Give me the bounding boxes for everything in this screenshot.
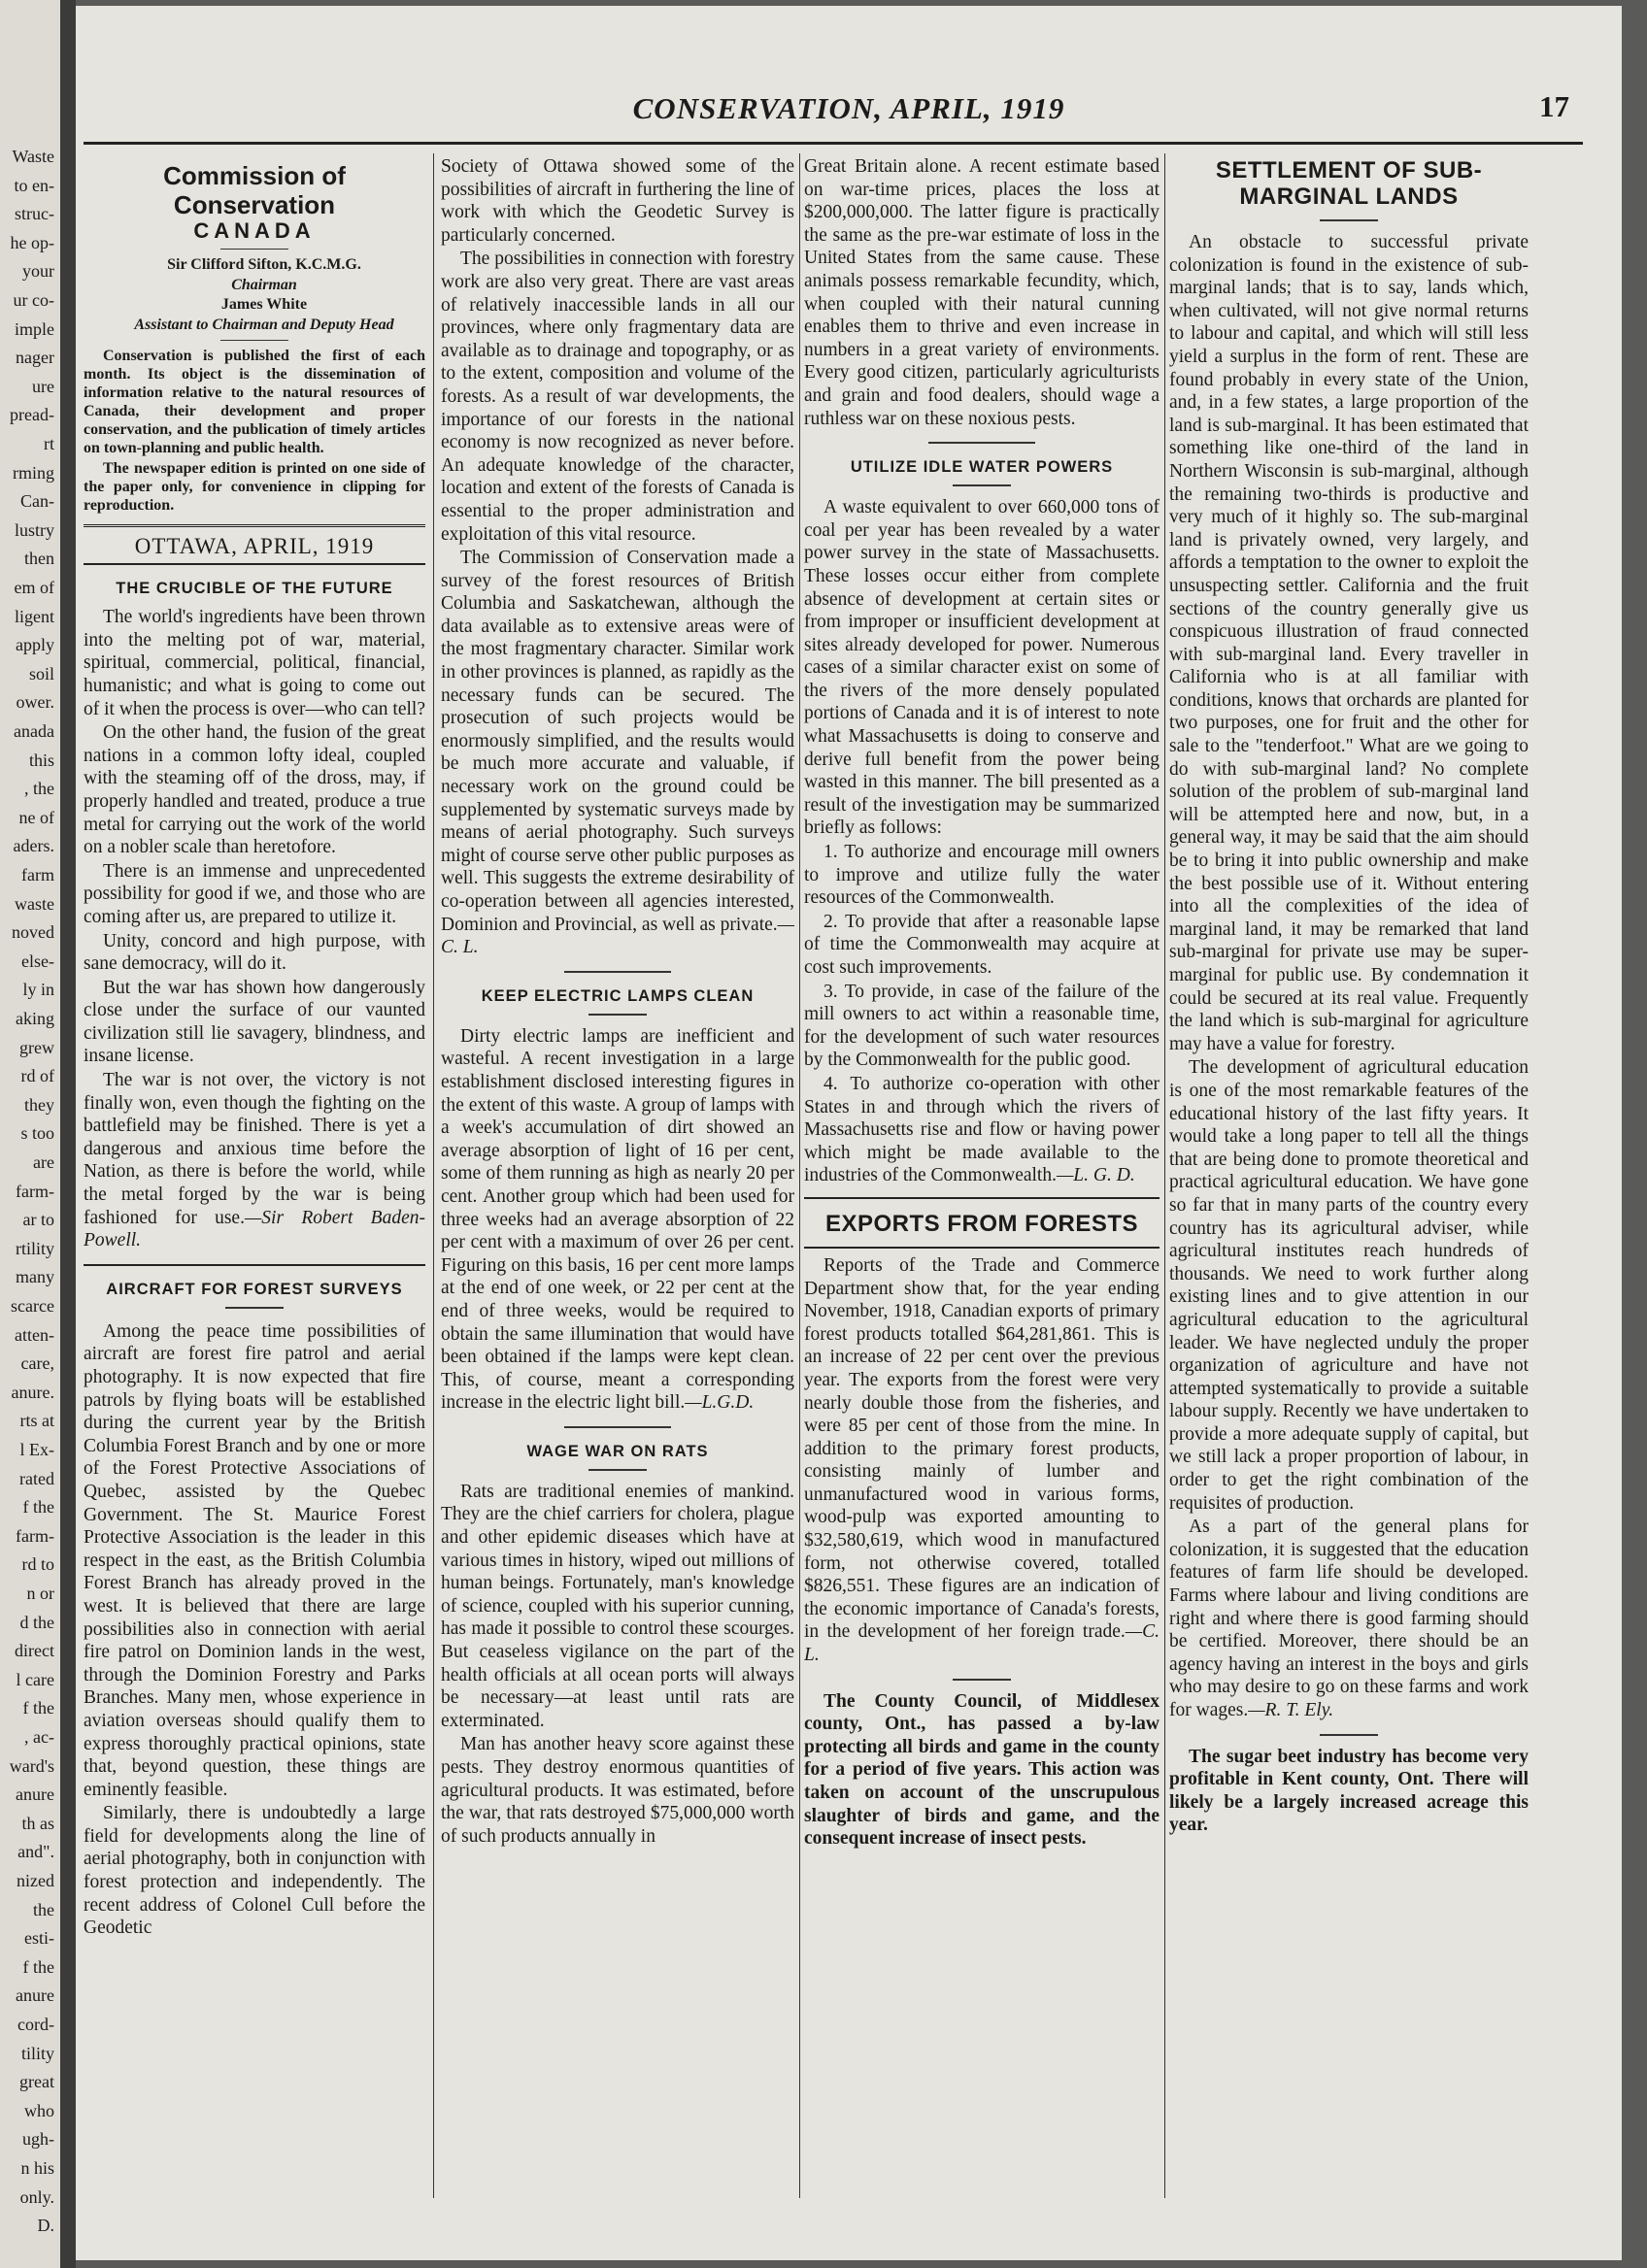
edge-fragment: f the xyxy=(22,1497,54,1518)
edge-fragment: esti- xyxy=(24,1928,54,1949)
paragraph xyxy=(84,1069,425,1252)
assistant-title: Assistant to Chairman and Deputy Head xyxy=(134,316,394,333)
edge-fragment: ower. xyxy=(16,692,54,713)
list-item: 1. To authorize and encourage mill owners to improve and utilize fully the water resources of the Commonwealth. xyxy=(804,842,1160,909)
edge-fragment: apply xyxy=(16,635,54,655)
edge-fragment: em of xyxy=(14,578,54,597)
edge-fragment: soil xyxy=(28,663,54,684)
edge-fragment: rd to xyxy=(21,1554,54,1575)
edge-fragment: anure. xyxy=(11,1382,54,1402)
short-rule xyxy=(220,340,288,341)
edge-fragment: and". xyxy=(17,1842,54,1862)
adjacent-page-edge xyxy=(0,0,60,2268)
edge-fragment: s too xyxy=(20,1123,54,1144)
edge-fragment: Waste xyxy=(12,147,54,166)
list-item: 2. To provide that after a reasonable lapse of time the Commonwealth may acquire at cost such improvements. xyxy=(804,911,1160,978)
edge-fragment: , the xyxy=(24,779,54,799)
paragraph xyxy=(441,547,794,959)
paragraph xyxy=(804,1254,1160,1667)
paragraph xyxy=(1169,1516,1529,1721)
newspaper-page xyxy=(76,6,1622,2260)
edge-fragment: d the xyxy=(19,1612,54,1632)
edge-fragment: Can- xyxy=(20,491,54,512)
chairman-title: Chairman xyxy=(231,276,297,293)
edge-fragment: ure xyxy=(32,376,54,396)
paragraph: There is an immense and unprecedented possibility for good if we, and those who are coming after us, are prepared to utilize it. xyxy=(84,860,425,927)
edge-fragment: th as xyxy=(21,1813,54,1833)
edge-fragment: great xyxy=(19,2072,54,2092)
edge-fragment: they xyxy=(24,1094,54,1115)
edge-fragment: your xyxy=(22,261,54,282)
column-rule xyxy=(799,153,800,2198)
edge-fragment: scarce xyxy=(11,1296,54,1316)
edge-fragment: struc- xyxy=(15,204,54,224)
heading-settlement: SETTLEMENT OF SUB-MARGINAL LANDS xyxy=(1215,157,1483,210)
book-gutter xyxy=(60,0,76,2268)
paragraph: Unity, concord and high purpose, with sane democracy, will do it. xyxy=(84,930,425,975)
short-rule xyxy=(953,484,1011,486)
paragraph-continued: Society of Ottawa showed some of the possibilities of aircraft in furthering the line of work with which the Geodetic Survey is particularly concerned. xyxy=(441,156,794,246)
heading-crucible: THE CRUCIBLE OF THE FUTURE xyxy=(116,580,393,598)
edge-fragment: anure xyxy=(16,1784,54,1805)
short-rule xyxy=(225,1307,284,1309)
edge-fragment: f the xyxy=(22,1698,54,1718)
dateline: OTTAWA, APRIL, 1919 xyxy=(134,533,375,558)
edge-fragment: the xyxy=(33,1899,54,1919)
edge-fragment: , ac- xyxy=(24,1727,54,1747)
paragraph-text: 4. To authorize co-operation with other States in and through which the rivers of Massachusetts rise and flow or having power which might be made available to the industries of the Commonwealth. xyxy=(804,1073,1160,1186)
edge-fragment: n his xyxy=(20,2158,54,2178)
edge-fragment: rated xyxy=(19,1468,54,1488)
edge-fragment: cord- xyxy=(17,2015,54,2034)
edge-fragment: care, xyxy=(20,1353,54,1374)
paragraph xyxy=(441,1025,794,1415)
edge-fragment: many xyxy=(16,1267,54,1287)
column-rule xyxy=(1164,153,1165,2198)
rule xyxy=(84,1264,425,1266)
paragraph-text: Dirty electric lamps are inefficient and wasteful. A recent investigation in a large establishment disclosed interesting figures in the extent of this waste. A group of lamps with a week's accumulation of dirt showed an average absorption of light of 16 per cent, some of them running as high as nearly 20 per cent. Another group which had been used for three weeks had an average absorption of 22 per cent with a maximum of over 26 per cent. Figuring on this basis, 16 per cent more lamps at the end of one week, or 22 per cent at the end of three weeks, would be required to obtain the same illumination that would have been obtained if the lamps were kept clean. This, of course, meant a corresponding increase in the electric light bill. xyxy=(441,1025,794,1414)
edge-fragment: n or xyxy=(26,1584,54,1603)
edge-fragment: farm xyxy=(21,865,54,884)
rule xyxy=(84,563,425,565)
signature: —C. L. xyxy=(804,1621,1160,1666)
page-number: 17 xyxy=(1539,89,1569,123)
heading-lamps: KEEP ELECTRIC LAMPS CLEAN xyxy=(481,986,755,1005)
edge-fragment: noved xyxy=(12,922,54,943)
short-rule xyxy=(220,249,288,250)
heading-water-powers: UTILIZE IDLE WATER POWERS xyxy=(850,458,1114,477)
paragraph: The County Council, of Middlesex county, Ont., has passed a by-law protecting all birds and game in the county for a period of five years. This action was taken on account of the unscrupulous slaughter of birds and game, and the consequent increase of insect pests. xyxy=(804,1690,1160,1850)
heading-aircraft: AIRCRAFT FOR FOREST SURVEYS xyxy=(106,1280,403,1298)
running-title: CONSERVATION, APRIL, 1919 xyxy=(632,91,1065,125)
publication-note: Conservation is published the first of each month. Its object is the dissemination of information relative to the natural resources of Canada, their development and proper conservation, and the publication of timely articles on town-planning and public health. xyxy=(84,347,425,456)
paragraph: An obstacle to successful private colonization is found in the existence of sub-marginal lands; that is to say, lands which, when cultivated, will not give normal returns to labour and capital, and which will still less yield a surplus in the form of rent. These are found probably in every state of the Union, and, in a few states, a large proportion of the land is sub-marginal. It has been estimated that something like one-third of the land in Northern Wisconsin is sub-marginal, although the remaining two-thirds is productive and very much of it highly so. The sub-marginal land is privately owned, very largely, and affords a temptation to the owner to exploit the unsuspecting settler. California and the fruit sections of the country generally give us conspicuous illustration of fraud connected with sub-marginal land. Every traveller in California who is at all familiar with conditions, knows that orchards are planted for two purposes, one for fruit and the other for sale to the "tenderfoot." What are we going to do with sub-marginal land? No complete solution of the problem of sub-marginal land will be attempted here and now, but, in a general way, it may be said that the aim should be to bring it into public ownership and make the best possible use of it. Without entering into all the complexities of the idea of marginal land, it may be remarked that land sub-marginal for private use may be super-marginal for public use. By condemnation it could be secured at its real value. Frequently the land which is sub-marginal for agriculture may have a value for forestry. xyxy=(1169,232,1529,1054)
signature: —L. G. D. xyxy=(1056,1165,1135,1186)
edge-fragment: nager xyxy=(16,348,54,368)
column-4 xyxy=(1169,155,1529,2194)
section-rule xyxy=(928,442,1035,444)
edge-fragment: lustry xyxy=(14,519,54,540)
edge-fragment: only. xyxy=(19,2186,54,2207)
paragraph: The development of agricultural education is one of the most remarkable features of the educational history of the last fifty years. It would take a long paper to tell all the things that are being done to promote theoretical and practical agricultural education. We have gone so far that in many parts of the country every country has its agricultural adviser, while agricultural institutes reach hundreds of thousands. We need to work further along existing lines and to give attention in our agricultural education to the agricultural leader. We have neglected unduly the proper organization of agriculture and have not attempted systematically to provide a suitable labour supply. Recently we have undertaken to provide a more adequate supply of capital, but we still lack a proper proportion of labour, in order to get the right combination of the requisites of production. xyxy=(1169,1057,1529,1514)
paragraph: The world's ingredients have been thrown into the melting pot of war, material, spiritual, commercial, political, financial, humanistic; and what is going to come out of it when the process is over—who can tell? xyxy=(84,607,425,719)
edge-fragment: l care xyxy=(16,1669,54,1689)
edge-fragment: ugh- xyxy=(22,2129,54,2150)
edge-fragment: ar to xyxy=(22,1210,54,1230)
edge-fragment: ne of xyxy=(18,807,54,827)
column-rule xyxy=(433,153,434,2198)
edge-fragment: direct xyxy=(15,1641,54,1661)
short-rule xyxy=(1320,1734,1378,1736)
paragraph-continued: Great Britain alone. A recent estimate based on war-time prices, places the loss at $200,000,000. The latter figure is practically the same as the pre-war estimate of loss in the United States from the same cause. These animals possess remarkable fecundity, which, when coupled with their natural cunning enables them to thrive and even increase in numbers in a great variety of environments. Every good citizen, particularly agriculturists and grain and food dealers, should wage a ruthless war on these noxious pests. xyxy=(804,156,1160,429)
column-2 xyxy=(441,155,794,2194)
paragraph-text: Reports of the Trade and Commerce Department show that, for the year ending November, 1918, Canadian exports of primary forest products totalled $64,281,861. This is an increase of 22 per cent over the previous year. The exports from the forest were very nearly double those from the fisheries, and were 85 per cent of those from the mine. In addition to the primary forest products, consisting mainly of lumber and unmanufactured wood in various forms, wood-pulp was exported amounting to $32,580,619, which wood in manufactured form, not otherwise covered, totalled $826,551. These figures are an indication of the economic importance of Canada's forests, in the development of her foreign trade. xyxy=(804,1254,1160,1643)
section-rule xyxy=(564,971,671,973)
edge-fragment: rt xyxy=(44,434,54,453)
edge-fragment: else- xyxy=(21,951,54,971)
paragraph: The possibilities in connection with forestry work are also very great. There are vast areas of relatively inaccessible lands in all our provinces, where only fragmentary data are available as to drainage and topography, or as to the extent, composition and volume of the forests. As a result of war developments, the importance of our forests in the national economy is now recognized as never before. An adequate knowledge of the character, location and extent of the forests of Canada is essential to the proper administration and exploitation of this vital resource. xyxy=(441,249,794,545)
short-rule xyxy=(1320,219,1378,221)
edge-fragment: aders. xyxy=(13,836,54,856)
paragraph: A waste equivalent to over 660,000 tons of coal per year has been revealed by a water power survey in the state of Massachusetts. These losses occur either from complete absence of development at certain sites or from improper or insufficient development at sites already developed for power. Numerous cases of a similar character exist on some of the rivers of the more densely populated portions of Canada and it is of interest to note what Massachusetts is doing to conserve and derive full benefit from the power being wasted in this manner. The bill presented as a result of the investigation may be summarized briefly as follows: xyxy=(804,497,1160,839)
edge-fragment: l Ex- xyxy=(19,1440,54,1459)
masthead-subtitle: CANADA xyxy=(193,218,316,243)
column-1 xyxy=(84,155,425,2194)
edge-fragment: pread- xyxy=(10,405,54,425)
paragraph: Man has another heavy score against these pests. They destroy enormous quantities of agricultural products. It was estimated, before the war, that rats destroyed $75,000,000 worth of such products annually in xyxy=(441,1734,794,1847)
paragraph-text: The war is not over, the victory is not finally won, even though the fighting on the battlefield may be finished. There is yet a dangerous and anxious time before the Nation, as there is before the world, while the metal forged by the war is being fashioned for use. xyxy=(84,1070,425,1228)
signature: —Sir Robert Baden-Powell. xyxy=(84,1207,425,1251)
edge-fragment: ly in xyxy=(22,980,54,1000)
edge-fragment: anada xyxy=(14,721,54,741)
signature: —R. T. Ely. xyxy=(1248,1700,1334,1720)
edge-fragment: rd of xyxy=(20,1066,54,1086)
column-3 xyxy=(804,155,1160,2194)
paragraph: Among the peace time possibilities of aircraft are forest fire patrol and aerial photography. It is now expected that fire patrols by flying boats will be established during the current year by the British Columbia Forest Branch and by one or more of the Forest Protective Associations of Quebec, assisted by the Quebec Government. The St. Maurice Forest Protective Association is the leader in this respect in the east, as the British Columbia Forest Branch has already proved in the west. It is believed that there are large possibilities also in connection with aerial fire patrol on Dominion lands in the west, through the Dominion Forestry and Parks Branches. Many men, whose experience in aviation overseas should qualify them to express thoroughly practical opinions, state that, beyond question, these things are eminently feasible. xyxy=(84,1320,425,1800)
edge-fragment: rtility xyxy=(16,1238,54,1258)
edge-fragment: then xyxy=(24,549,54,569)
edge-fragment: tility xyxy=(20,2043,54,2063)
short-rule xyxy=(953,1679,1011,1681)
edge-fragment: this xyxy=(28,750,54,770)
edge-fragment: rts at xyxy=(19,1411,54,1431)
edge-fragment: farm- xyxy=(16,1525,54,1546)
edge-fragment: grew xyxy=(19,1037,54,1057)
masthead-title: Commission of Conservation xyxy=(163,161,346,219)
edge-fragment: imple xyxy=(15,318,54,339)
rule xyxy=(804,1197,1160,1199)
signature: —L.G.D. xyxy=(685,1392,755,1414)
list-item xyxy=(804,1073,1160,1187)
edge-fragment: D. xyxy=(37,2216,54,2236)
newspaper-edition-note: The newspaper edition is printed on one side of the paper only, for convenience in clipping for reproduction. xyxy=(84,459,425,514)
chairman-name: Sir Clifford Sifton, K.C.M.G. xyxy=(167,255,361,273)
assistant-name: James White xyxy=(220,295,308,313)
rule xyxy=(804,1247,1160,1249)
short-rule xyxy=(588,1014,647,1016)
paragraph: But the war has shown how dangerously close under the surface of our vaunted civilization still lie savagery, blindness, and insane license. xyxy=(84,977,425,1067)
edge-fragment: ur co- xyxy=(13,290,54,310)
paragraph-text: As a part of the general plans for colonization, it is suggested that the education features of farm life should be developed. Farms where labour and living conditions are right and where there is good farming should be certified. Moreover, there should be an agency having an interest in the boys and girls who may desire to go on these farms and work for wages. xyxy=(1169,1517,1529,1720)
paragraph: Rats are traditional enemies of mankind. They are the chief carriers for cholera, plague and other epidemic diseases which have at various times in history, wiped out millions of human beings. Fortunately, man's knowledge of science, coupled with his superior cunning, has made it possible to control these scourges. But ceaseless vigilance on the part of the health officials at all ocean ports will always be necessary—at least until rats are exterminated. xyxy=(441,1481,794,1731)
short-rule xyxy=(588,1469,647,1471)
paragraph: Similarly, there is undoubtedly a large field for developments along the line of aerial photography, both in conjunction with forest protection and independently. The recent address of Colonel Cull before the Geodetic xyxy=(84,1803,425,1939)
signature: —C. L. xyxy=(441,914,794,958)
edge-fragment: f the xyxy=(22,1956,54,1977)
edge-fragment: he op- xyxy=(10,232,54,252)
double-rule xyxy=(84,524,425,527)
edge-fragment: atten- xyxy=(15,1324,54,1345)
list-item: 3. To provide, in case of the failure of the mill owners to act within a reasonable time, for the development of such water resources by the Commonwealth for the public good. xyxy=(804,981,1160,1071)
heading-exports: EXPORTS FROM FORESTS xyxy=(824,1210,1139,1237)
edge-fragment: ward's xyxy=(9,1755,54,1776)
edge-fragment: who xyxy=(24,2100,54,2120)
paragraph: The sugar beet industry has become very profitable in Kent county, Ont. There will likely be a largely increased acreage this year. xyxy=(1169,1746,1529,1836)
edge-fragment: nized xyxy=(17,1871,54,1890)
edge-fragment: to en- xyxy=(14,175,54,195)
edge-fragment: are xyxy=(33,1152,54,1172)
edge-fragment: waste xyxy=(15,893,54,914)
edge-fragment: aking xyxy=(16,1009,54,1028)
header-rule xyxy=(84,142,1583,145)
edge-fragment: anure xyxy=(16,1985,54,2006)
section-rule xyxy=(564,1426,671,1428)
paragraph-text: The Commission of Conservation made a survey of the forest resources of British Columbia and Saskatchewan, although the data available as to extensive areas were of the most fragmentary character. Similar work in other provinces is planned, as rapidly as the necessary funds can be secured. The prosecution of such projects would be enormously simplified, and the results would be much more accurate and valuable, if necessary work on the ground could be supplemented by systematic surveys made by means of aerial photography. Such surveys might of course serve other public purposes as well. This suggests the extreme desirability of co-operation between all agencies interested, Dominion and Provincial, as well as private. xyxy=(441,548,794,935)
paragraph: On the other hand, the fusion of the great nations in a common lofty ideal, coupled with the steaming off of the dross, may, if properly handled and treated, produce a true metal for carrying out the work of the world on a nobler scale than heretofore. xyxy=(84,722,425,858)
edge-fragment: ligent xyxy=(15,606,54,626)
edge-fragment: rming xyxy=(13,462,54,483)
heading-rats: WAGE WAR ON RATS xyxy=(526,1442,709,1460)
edge-fragment: farm- xyxy=(16,1181,54,1201)
